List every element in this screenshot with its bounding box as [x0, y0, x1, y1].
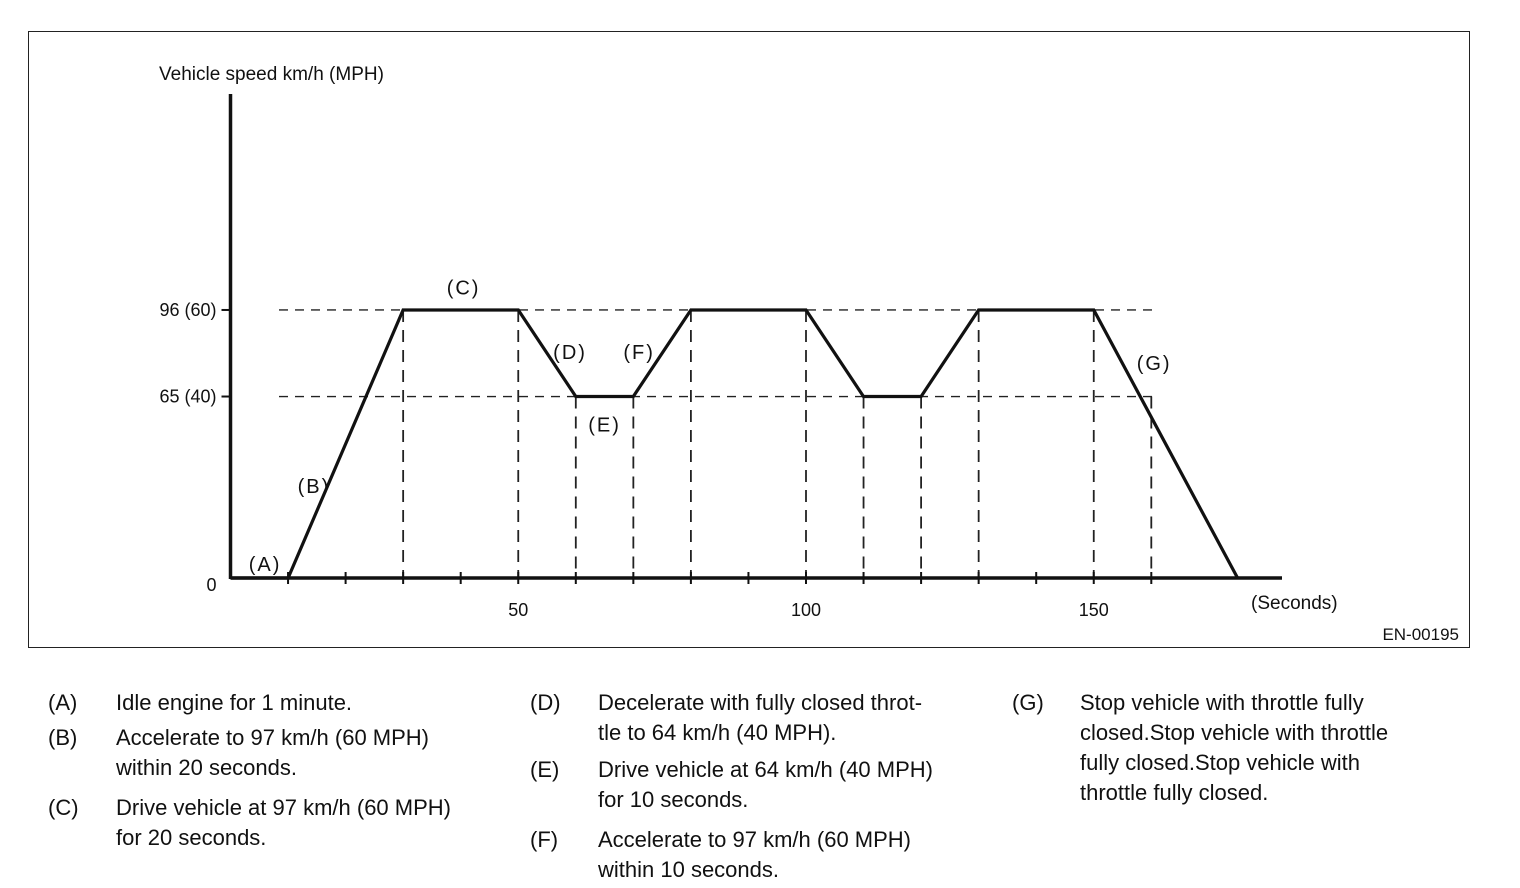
legend-text-line: for 10 seconds. [598, 787, 749, 812]
legend-text-line: within 20 seconds. [116, 755, 297, 780]
legend-text-line: fully closed.Stop vehicle with [1080, 750, 1361, 775]
legend-text-line: within 10 seconds. [598, 857, 779, 882]
legend-item [1012, 688, 1472, 808]
legend-text [116, 723, 429, 783]
y-tick-label: 0 [206, 575, 217, 595]
segment-label: (F) [623, 341, 655, 364]
legend-text-line: closed.Stop vehicle with throttle [1080, 720, 1389, 745]
y-tick-label: 65 (40) [159, 386, 217, 407]
speed-profile-chart [29, 32, 1469, 647]
legend-text [1080, 688, 1388, 808]
segment-label: (G) [1136, 353, 1172, 376]
legend-text [598, 825, 911, 885]
x-tick-label: 50 [508, 600, 529, 620]
legend-item [530, 688, 990, 748]
segment-label: (D) [553, 341, 587, 364]
legend-item [48, 793, 508, 853]
legend-text-line: for 20 seconds. [116, 825, 267, 850]
legend-text-line: Drive vehicle at 97 km/h (60 MPH) [116, 795, 451, 820]
legend-key: (C) [48, 795, 79, 820]
legend-key: (A) [48, 690, 78, 715]
y-axis-label: Vehicle speed km/h (MPH) [159, 64, 384, 85]
legend-item [530, 825, 990, 885]
legend-text-line: Drive vehicle at 64 km/h (40 MPH) [598, 757, 933, 782]
legend-text-line: Decelerate with fully closed throt- [598, 690, 923, 715]
segment-label: (E) [588, 414, 621, 437]
legend-key: (G) [1012, 690, 1044, 715]
x-axis-label: (Seconds) [1251, 593, 1338, 614]
segment-label: (C) [446, 277, 481, 300]
legend-item [530, 755, 990, 815]
legend-text-line: throttle fully closed. [1080, 780, 1269, 805]
speed-series-line [231, 310, 1238, 578]
legend-text-line: Accelerate to 97 km/h (60 MPH) [598, 827, 912, 852]
x-tick-label: 150 [1078, 600, 1109, 620]
legend-key: (E) [530, 757, 560, 782]
segment-label: (B) [297, 475, 331, 498]
legend-item [48, 688, 508, 718]
legend-key: (D) [530, 690, 561, 715]
figure-code: EN-00195 [1382, 625, 1459, 644]
legend-key: (F) [530, 827, 559, 852]
legend-item [48, 723, 508, 783]
x-tick-label: 100 [790, 600, 822, 620]
segment-label: (A) [248, 554, 282, 577]
legend-text [116, 793, 451, 853]
legend-text [116, 688, 352, 718]
legend-text [598, 688, 922, 748]
chart-frame [28, 31, 1470, 648]
y-tick-label: 96 (60) [159, 299, 217, 320]
legend-text-line: Stop vehicle with throttle fully [1080, 690, 1364, 715]
legend-text-line: tle to 64 km/h (40 MPH). [598, 720, 837, 745]
legend-text [598, 755, 933, 815]
legend-text-line: Idle engine for 1 minute. [116, 690, 353, 715]
legend-text-line: Accelerate to 97 km/h (60 MPH) [116, 725, 430, 750]
legend-key: (B) [48, 725, 78, 750]
